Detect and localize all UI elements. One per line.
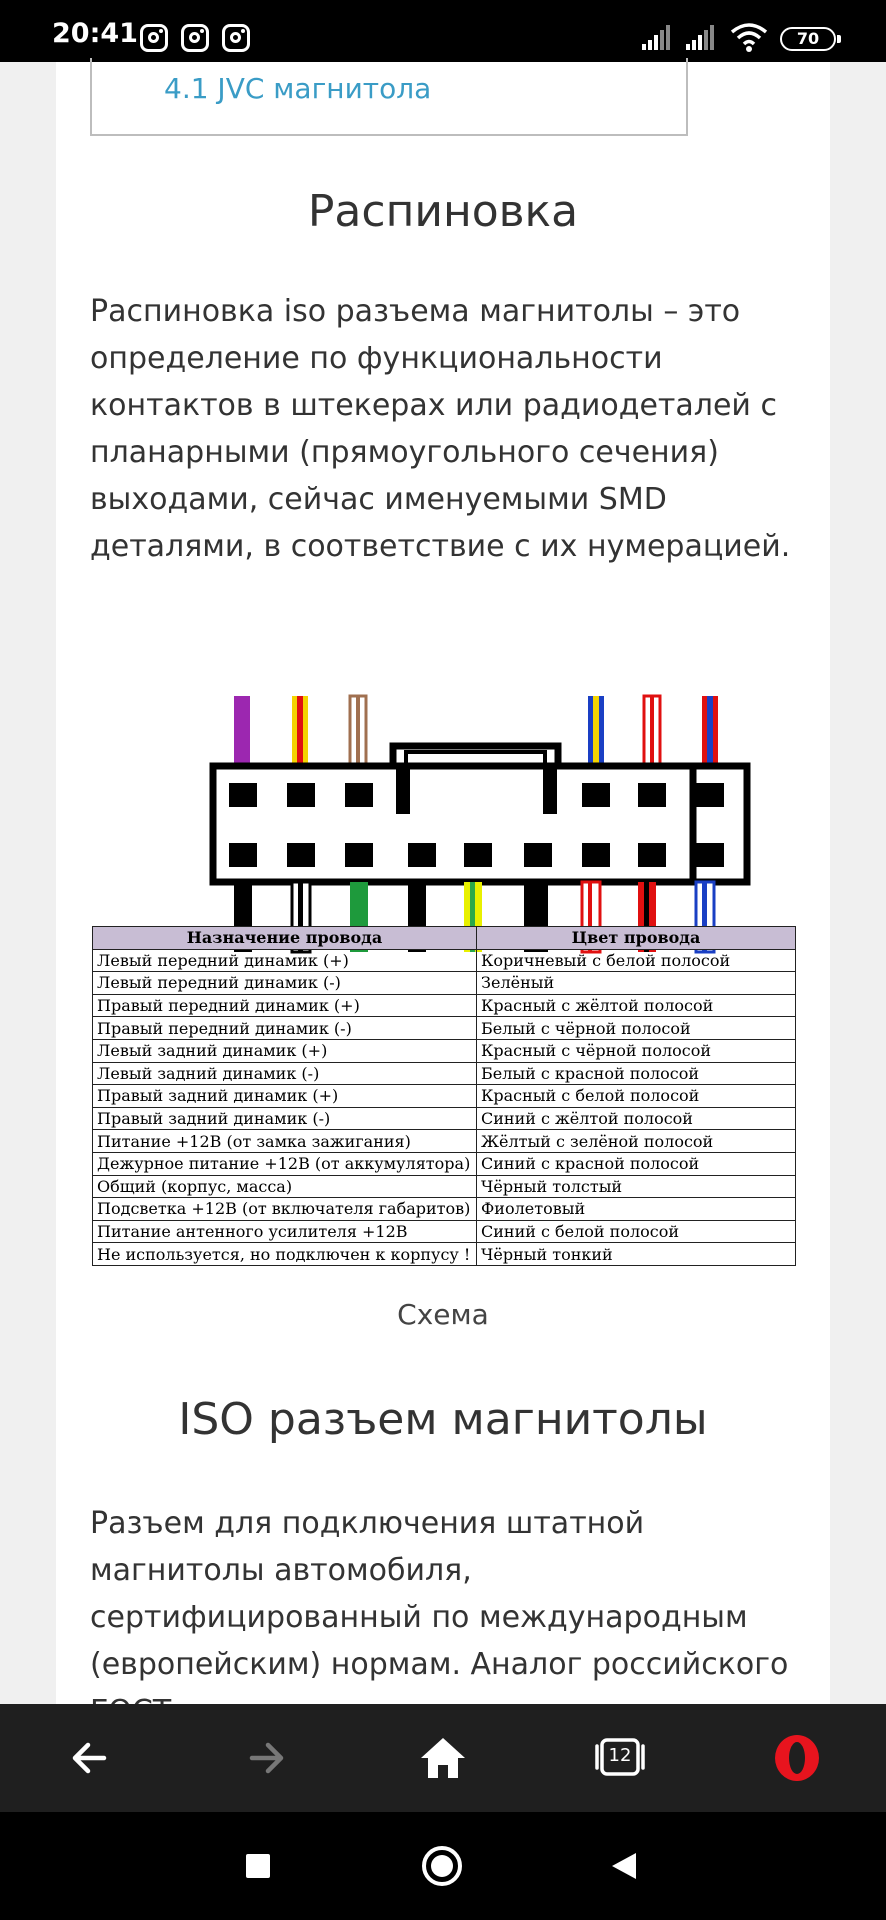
table-row [93, 1107, 796, 1130]
wire-color-cell: Фиолетовый [477, 1198, 796, 1221]
wire-purpose-cell: Правый задний динамик (-) [93, 1107, 477, 1130]
wire-color-cell: Коричневый с белой полосой [477, 949, 796, 972]
wire-purpose-cell: Левый задний динамик (-) [93, 1062, 477, 1085]
table-of-contents [90, 58, 688, 136]
wire-purpose-cell: Питание +12В (от замка зажигания) [93, 1130, 477, 1153]
wire-color-cell: Белый с красной полосой [477, 1062, 796, 1085]
home-circle-icon[interactable] [420, 1844, 464, 1888]
wifi-icon [730, 22, 768, 52]
back-arrow-icon[interactable] [60, 1728, 120, 1788]
signal-icon [686, 24, 718, 52]
table-row [93, 1085, 796, 1108]
table-row [93, 994, 796, 1017]
section-title-iso: ISO разъем магнитолы [178, 1394, 708, 1445]
wire-color-cell: Чёрный тонкий [477, 1243, 796, 1266]
wire-purpose-cell: Общий (корпус, масса) [93, 1175, 477, 1198]
table-header-cell: Цвет провода [477, 927, 796, 950]
table-row [93, 972, 796, 995]
wire-purpose-cell: Правый задний динамик (+) [93, 1085, 477, 1108]
diagram-caption: Схема [397, 1298, 489, 1331]
back-triangle-icon[interactable] [608, 1850, 640, 1882]
table-row [93, 1017, 796, 1040]
table-row [93, 1152, 796, 1175]
table-header-row [93, 927, 796, 950]
wire-color-cell: Зелёный [477, 972, 796, 995]
table-row [93, 1062, 796, 1085]
wire-purpose-cell: Левый передний динамик (-) [93, 972, 477, 995]
wire-purpose-cell: Подсветка +12В (от включателя габаритов) [93, 1198, 477, 1221]
status-time: 20:41 [52, 18, 138, 49]
home-icon[interactable] [413, 1728, 473, 1788]
wire-color-cell: Синий с белой полосой [477, 1220, 796, 1243]
wire-color-cell: Синий с жёлтой полосой [477, 1107, 796, 1130]
instagram-icon [222, 24, 250, 52]
wire-purpose-cell: Правый передний динамик (+) [93, 994, 477, 1017]
browser-nav-bar [0, 1704, 886, 1812]
wire-purpose-cell: Левый задний динамик (+) [93, 1039, 477, 1062]
wire-color-cell: Красный с жёлтой полосой [477, 994, 796, 1017]
wire-color-cell: Чёрный толстый [477, 1175, 796, 1198]
table-row [93, 1220, 796, 1243]
wire-purpose-cell: Питание антенного усилителя +12В [93, 1220, 477, 1243]
system-nav-bar [0, 1812, 886, 1920]
signal-icon [642, 24, 674, 52]
table-row [93, 1198, 796, 1221]
wire-color-cell: Белый с чёрной полосой [477, 1017, 796, 1040]
wire-purpose-cell: Левый передний динамик (+) [93, 949, 477, 972]
article-page [56, 62, 830, 1704]
connector-diagram [208, 620, 768, 920]
wire-color-cell: Красный с чёрной полосой [477, 1039, 796, 1062]
table-row [93, 949, 796, 972]
tabs-button[interactable] [590, 1728, 650, 1788]
wire-color-cell: Красный с белой полосой [477, 1085, 796, 1108]
section-title-pinout: Распиновка [307, 186, 579, 237]
battery-indicator: 70 [780, 27, 836, 51]
table-row [93, 1130, 796, 1153]
instagram-icon [140, 24, 168, 52]
tabs-count: 12 [608, 1745, 632, 1766]
status-bar [0, 0, 886, 62]
table-header-cell: Назначение провода [93, 927, 477, 950]
wire-color-cell: Жёлтый с зелёной полосой [477, 1130, 796, 1153]
section-text-pinout: Распиновка iso разъема магнитолы – это определение по функциональности контактов в штекерах или радиодеталей с планарными (прямоугольного сечения) выходами, сейчас именуемыми SMD деталями, в соответствие с их нумерацией. [90, 294, 791, 564]
wire-color-table [92, 926, 796, 1266]
table-row [93, 1039, 796, 1062]
wire-purpose-cell: Правый передний динамик (-) [93, 1017, 477, 1040]
table-row [93, 1243, 796, 1266]
forward-arrow-icon[interactable] [236, 1728, 296, 1788]
opera-menu-icon[interactable] [767, 1728, 827, 1788]
wire-purpose-cell: Дежурное питание +12В (от аккумулятора) [93, 1152, 477, 1175]
toc-link-jvc[interactable]: 4.1 JVC магнитола [164, 72, 432, 105]
table-row [93, 1175, 796, 1198]
section-text-iso: Разъем для подключения штатной магнитолы автомобиля, сертифицированный по международным (европейским) нормам. Аналог российского [90, 1506, 789, 1682]
recents-square-icon[interactable] [244, 1852, 272, 1880]
wire-purpose-cell: Не используется, но подключен к корпусу ! [93, 1243, 477, 1266]
wire-color-cell: Синий с красной полосой [477, 1152, 796, 1175]
instagram-icon [181, 24, 209, 52]
